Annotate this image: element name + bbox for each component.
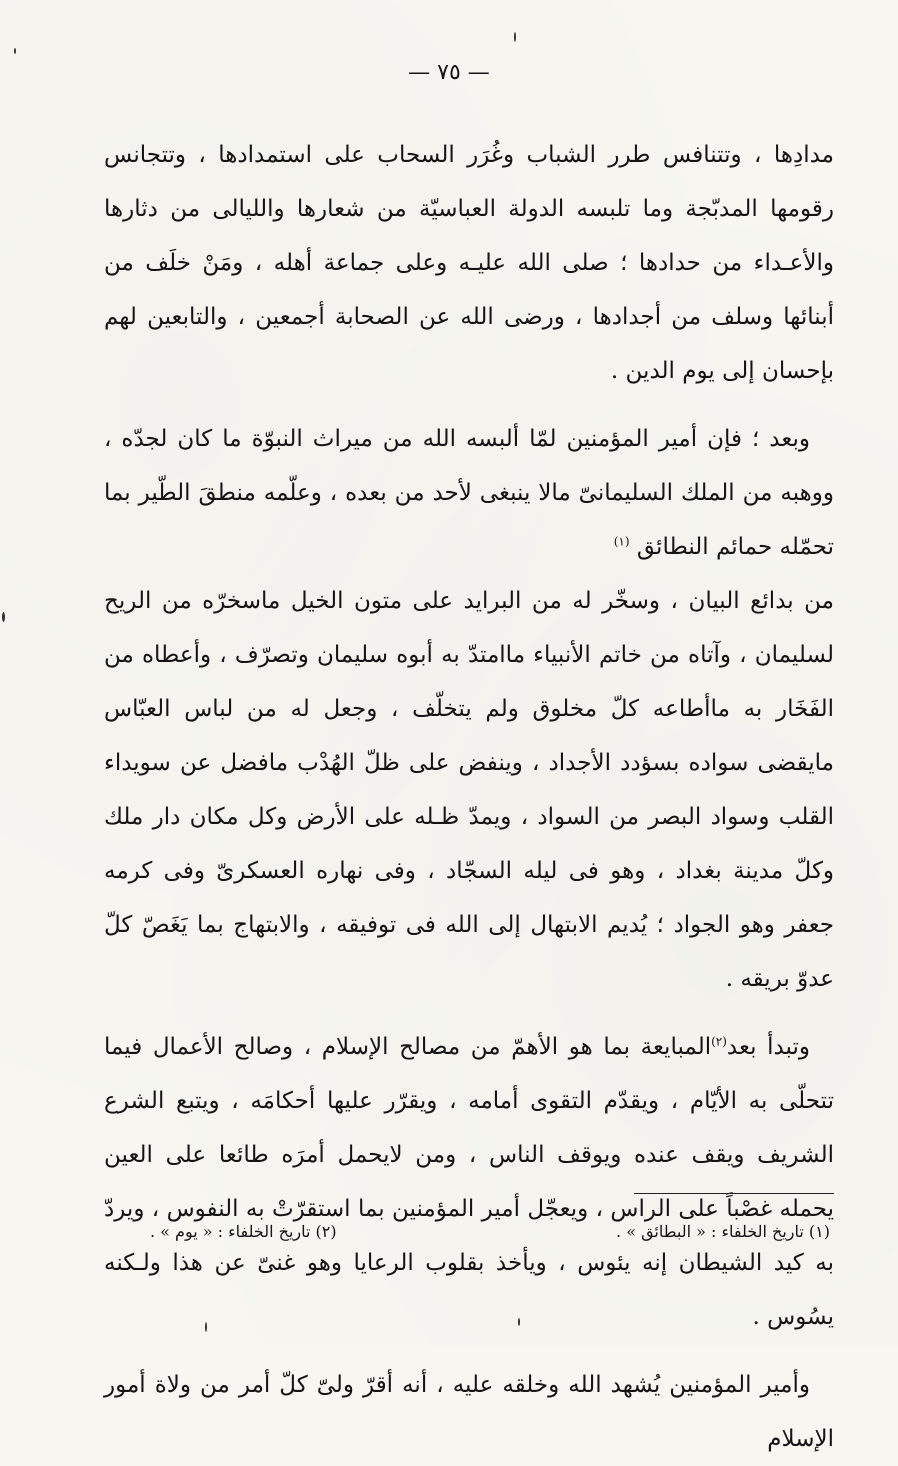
paragraph-3: من بدائع البيان ، وسخّر له من البرايد على متون الخيل ماسخرّه من الريح لسليمان ، وآتاه من خاتم الأنبياء ماامتدّ به أبوه سليمان وتصرّف ، وأعطاه من الفَخَار به ماأطاعه كلّ مخلوق ولم يتخلّف ، وجعل له من لباس العبّاس مايقضى سواده بسؤدد الأجداد ، وينفض على ظلّ الهُدْب مافضل عن سويداء القلب وسواد البصر من السواد ، ويمدّ ظـله على الأرض وكل مكان دار ملك وكلّ مدينة بغداد ، وهو فى ليله السجّاد ، وفى نهاره العسكرىّ وفى كرمه جعفر وهو الجواد ؛ يُديم الابتهال إلى الله فى توفيقه ، والابتهاج بما يَغَصّ كلّ عدوّ بريقه . xyxy=(104,588,834,992)
paragraph-5: وأمير المؤمنين يُشهد الله وخلقه عليه ، أنه أقرّ ولىّ كلّ أمر من ولاة أمور الإسلام xyxy=(104,1372,834,1452)
page-number: — ٧٥ — xyxy=(408,60,490,85)
paragraph-4-lead: وتبدأ بعد xyxy=(726,1034,810,1060)
paragraph-2-text: وبعد ؛ فإن أمير المؤمنين لمّا ألبسه الله من ميراث النبوّة ما كان لجدّه ، ووهبه من الملك السليمانىّ مالا ينبغى لأحد من بعده ، وعلّمه منطقَ الطّير بما تحمّله حمائم النطائق xyxy=(104,426,834,560)
footnote-ref-2: (٢) xyxy=(711,1034,727,1049)
paragraph-2 xyxy=(104,412,834,574)
scan-speck xyxy=(2,612,5,622)
scan-speck xyxy=(514,32,516,42)
paragraph-4-text: المبايعة بما هو الأهمّ من مصالح الإسلام ، وصالح الأعمال فيما تتحلّى به الأيّام ، ويقدّم التقوى أمامه ، ويقرّر عليها أحكامَه ، ويتبع الشرع الشريف ويقف عنده ويوقف الناس ، ومن لايحمل أمرَه طائعا على العين يحمله غصْباً على الراس ، ويعجّل أمير المؤمنين بما استقرّتْ به النفوس ، ويردّ به كيد الشيطان إنه يئوس ، ويأخذ بقلوب الرعايا وهو غنىّ عن هذا ولـكنه يسُوس . xyxy=(104,1034,834,1330)
scan-speck xyxy=(205,1322,207,1332)
footnotes xyxy=(150,1222,830,1241)
main-text xyxy=(104,128,834,1466)
footnote-separator xyxy=(634,1193,834,1194)
footnote-1: (١) تاريخ الخلفاء : « البطائق » . xyxy=(616,1222,830,1241)
paragraph-4 xyxy=(104,1020,834,1344)
footnote-ref-1: (١) xyxy=(613,534,630,549)
footnote-2: (٢) تاريخ الخلفاء : « يوم » . xyxy=(150,1222,337,1241)
paragraph-1: مدادِها ، وتتنافس طرر الشباب وغُرَر السحاب على استمدادها ، وتتجانس رقومها المدبّجة وما تلبسه الدولة العباسيّة من شعارها والليالى من دثارها والأعـداء من حدادها ؛ صلى الله عليـه وعلى جماعة أهله ، ومَنْ خلَف من أبنائها وسلف من أجدادها ، ورضى الله عن الصحابة أجمعين ، والتابعين لهم بإحسان إلى يوم الدين . xyxy=(104,142,834,384)
scan-speck xyxy=(14,48,16,54)
scan-speck xyxy=(518,1318,520,1326)
